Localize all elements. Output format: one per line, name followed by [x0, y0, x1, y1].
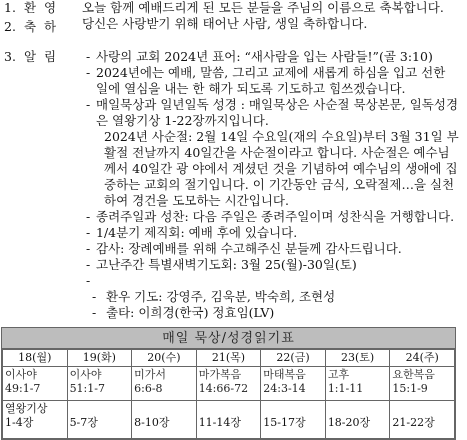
bible-reading-cell: 11-14장: [196, 401, 261, 439]
meditation-cell: 고후 1:1-11: [325, 367, 390, 401]
notice-item: - 사랑의 교회 2024년 표어: “새사람을 입는 사람들!”(골 3:10): [86, 49, 433, 64]
day-header: 20(수): [132, 350, 197, 367]
meditation-cell: 이사야 49:1-7: [3, 367, 68, 401]
prayer-header: -: [86, 273, 91, 288]
section-congrats: [4, 16, 463, 35]
meditation-cell: 미가서 6:6-8: [132, 367, 197, 401]
notices-list: [86, 49, 460, 321]
notice-item: - 고난주간 특별새벽기도회: 3월 25(월)-30일(토): [86, 257, 357, 272]
bible-reading-cell: 8-10장: [132, 401, 197, 439]
day-header: 22(금): [261, 350, 326, 367]
day-header: 24(주): [390, 350, 455, 367]
meditation-cell: 요한복음 15:1-9: [390, 367, 455, 401]
notice-item: - 1/4분기 제직회: 예배 후에 있습니다.: [86, 225, 298, 240]
notice-item: - 매일묵상과 일년일독 성경 : 매일묵상은 사순절 묵상본문, 일독성경은 열왕기상 1-22장까지입니다.: [86, 97, 459, 128]
section-title: 축 하: [24, 19, 59, 34]
reading-table-title: 매일 묵상/성경읽기표: [2, 328, 455, 349]
section-title: 알 림: [24, 49, 59, 64]
day-header: 23(토): [325, 350, 390, 367]
reading-table: [2, 349, 455, 439]
notice-item: 2024년 사순절: 2월 14일 수요일(재의 수요일)부터 3월 31일 부활절 전날까지 40일간을 사순절이라고 합니다. 사순절은 예수님께서 40일간 광 야에서 계셨던 것을 기념하여 예수님의 생애에 집중하는 교회의 절기입니다. 이 기간동안 금식, 오락절제…을 실천하여 경건을 도모하는 시간입니다.: [104, 129, 459, 208]
bible-reading-cell: 열왕기상 1-4장: [3, 401, 68, 439]
prayer-item: - 환우 기도: 강영주, 김욱분, 박숙희, 조현성: [92, 289, 336, 304]
notice-item: - 종려주일과 성찬: 다음 주일은 종려주일이며 성찬식을 거행합니다.: [86, 209, 455, 224]
welcome-line: 오늘 함께 예배드리게 된 모든 분들을 주님의 이름으로 축복합니다.: [82, 0, 444, 15]
welcome-text: [82, 0, 463, 16]
bible-reading-cell: 15-17장: [261, 401, 326, 439]
bible-reading-cell: 18-20장: [325, 401, 390, 439]
bible-reading-cell: 5-7장: [67, 401, 132, 439]
congrats-text: [82, 16, 463, 32]
meditation-cell: 이사야 51:1-7: [67, 367, 132, 401]
birthday-line: 당신은 사랑받기 위해 태어난 사람, 생일 축하합니다.: [82, 16, 368, 31]
table-row: [3, 367, 455, 401]
day-header: 18(월): [3, 350, 68, 367]
section-title: 환 영: [24, 0, 59, 15]
prayer-item: - 출타: 이희경(한국) 정효임(LV): [92, 305, 275, 320]
section-number: 1.: [4, 0, 16, 15]
table-row: [3, 401, 455, 439]
day-header: 21(목): [196, 350, 261, 367]
section-number: 2.: [4, 19, 16, 34]
meditation-cell: 마가복음 14:66-72: [196, 367, 261, 401]
section-number: 3.: [4, 49, 16, 64]
meditation-cell: 마태복음 24:3-14: [261, 367, 326, 401]
notice-item: - 감사: 장례예배를 위해 수고해주신 분들께 감사드립니다.: [86, 241, 402, 256]
notice-item: - 2024년에는 예배, 말씀, 그리고 교제에 새롭게 하심을 입고 선한 일에 열심을 내는 한 해가 되도록 기도하고 힘쓰겠습니다.: [86, 65, 446, 96]
day-header: 19(화): [67, 350, 132, 367]
bible-reading-cell: 21-22장: [390, 401, 455, 439]
table-header-row: [3, 350, 455, 367]
reading-table-box: [1, 327, 456, 440]
